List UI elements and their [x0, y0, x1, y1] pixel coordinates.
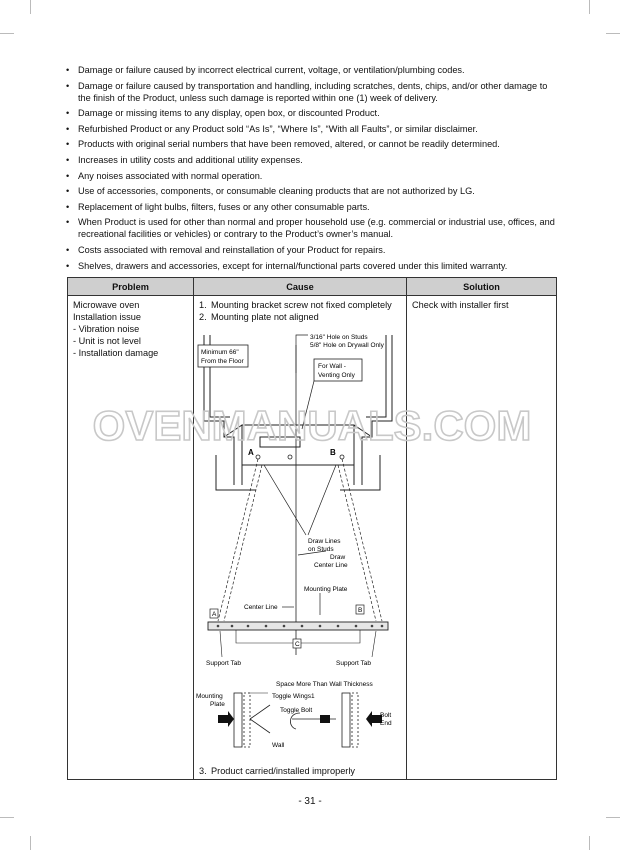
label-venting: For Wall -	[318, 363, 346, 370]
problem-line: - Installation damage	[73, 348, 159, 358]
label-support-tab-left: Support Tab	[206, 660, 241, 667]
problem-line: Microwave oven	[73, 300, 140, 310]
cause-number: 2.	[199, 312, 207, 322]
list-item: • Damage or missing items to any display, open box, or discounted Product.	[66, 107, 560, 119]
problem-line: Installation issue	[73, 312, 141, 322]
label-toggle-bolt: Toggle Bolt	[280, 707, 313, 714]
label-bolt-end: Bolt	[380, 712, 392, 719]
list-item: • When Product is used for other than normal and proper household use (e.g. commercial or industrial use, offices, and recreational facilities or vehicles) or contrary to the Product’s owner’s manual.	[66, 216, 560, 240]
exclusion-list	[66, 64, 560, 275]
cause-item	[199, 311, 401, 323]
cause-item	[199, 765, 355, 777]
label-min-height: Minimum 66"	[201, 349, 239, 356]
troubleshooting-table	[67, 277, 557, 780]
cabinet-right	[362, 335, 392, 455]
label-min-height: From the Floor	[201, 358, 244, 365]
list-item: • Costs associated with removal and reinstallation of your Product for repairs.	[66, 244, 560, 256]
list-item: • Any noises associated with normal operation.	[66, 170, 560, 182]
label-mounting-plate-2: Mounting	[196, 693, 223, 700]
cause-number: 1.	[199, 300, 207, 310]
crop-mark	[0, 33, 14, 34]
list-item: • Damage or failure caused by transportation and handling, including scratches, dents, chips, and/or other damage to the finish of the Product, unless such damage is reported within one (1) week of delivery.	[66, 80, 560, 104]
label-a: A	[248, 448, 254, 457]
table-header-row	[68, 278, 557, 296]
list-item: • Replacement of light bulbs, filters, fuses or any other consumable parts.	[66, 201, 560, 213]
problem-line: - Unit is not level	[73, 336, 141, 346]
crop-mark	[30, 836, 31, 850]
table-row	[68, 296, 557, 780]
crop-mark	[0, 817, 14, 818]
page-number: - 31 -	[298, 796, 322, 807]
arrow-icon	[218, 711, 234, 727]
cause-number: 3.	[199, 766, 207, 776]
cause-text: Product carried/installed improperly	[211, 766, 355, 776]
wall-section-right	[342, 693, 350, 747]
label-c-small: C	[295, 641, 300, 648]
crop-mark	[589, 836, 590, 850]
label-wall: Wall	[272, 742, 285, 749]
solution-text: Check with installer first	[412, 300, 509, 310]
solution-cell	[407, 296, 557, 780]
list-item: • Refurbished Product or any Product sold “As Is”, “Where Is”, “With all Faults”, or similar disclaimer.	[66, 123, 560, 135]
label-hole-studs: 3/16" Hole on Studs	[310, 334, 368, 341]
label-center-line: Center Line	[244, 604, 278, 611]
problem-cell	[68, 296, 194, 780]
list-item: • Shelves, drawers and accessories, except for internal/functional parts covered under this limited warranty.	[66, 260, 560, 272]
installation-diagram	[196, 325, 401, 755]
header-solution: Solution	[407, 278, 557, 296]
list-item: • Damage or failure caused by incorrect electrical current, voltage, or ventilation/plumbing codes.	[66, 64, 560, 76]
crop-mark	[606, 33, 620, 34]
label-draw-lines: on Studs	[308, 546, 334, 553]
label-a-small: A	[212, 611, 217, 618]
cause-item	[199, 299, 401, 311]
label-draw-center: Draw	[330, 554, 346, 561]
label-space-wall: Space More Than Wall Thickness	[276, 681, 373, 688]
crop-mark	[606, 817, 620, 818]
header-cause: Cause	[194, 278, 407, 296]
label-venting: Venting Only	[318, 372, 355, 379]
label-toggle-wings: Toggle Wings1	[272, 693, 315, 700]
label-draw-center: Center Line	[314, 562, 348, 569]
list-item: • Use of accessories, components, or consumable cleaning products that are not authorized by LG.	[66, 185, 560, 197]
crop-mark	[30, 0, 31, 14]
mounting-plate-bar	[208, 622, 388, 630]
cause-text: Mounting plate not aligned	[211, 312, 319, 322]
label-support-tab-right: Support Tab	[336, 660, 371, 667]
label-draw-lines: Draw Lines	[308, 538, 341, 545]
label-b: B	[330, 448, 336, 457]
list-item: • Increases in utility costs and additional utility expenses.	[66, 154, 560, 166]
problem-line: - Vibration noise	[73, 324, 140, 334]
crop-mark	[589, 0, 590, 14]
cause-text: Mounting bracket screw not fixed completely	[211, 300, 392, 310]
label-b-small: B	[358, 607, 363, 614]
label-mounting-plate-2: Plate	[210, 701, 225, 708]
label-bolt-end: End	[380, 720, 392, 727]
header-problem: Problem	[68, 278, 194, 296]
list-item: • Products with original serial numbers that have been removed, altered, or cannot be readily determined.	[66, 138, 560, 150]
wall-section-left	[234, 693, 242, 747]
label-mounting-plate: Mounting Plate	[304, 586, 348, 593]
label-hole-drywall: 5/8" Hole on Drywall Only	[310, 342, 384, 349]
watermark-text: OVENMANUALS.COM	[92, 402, 532, 449]
cause-cell	[194, 296, 407, 780]
